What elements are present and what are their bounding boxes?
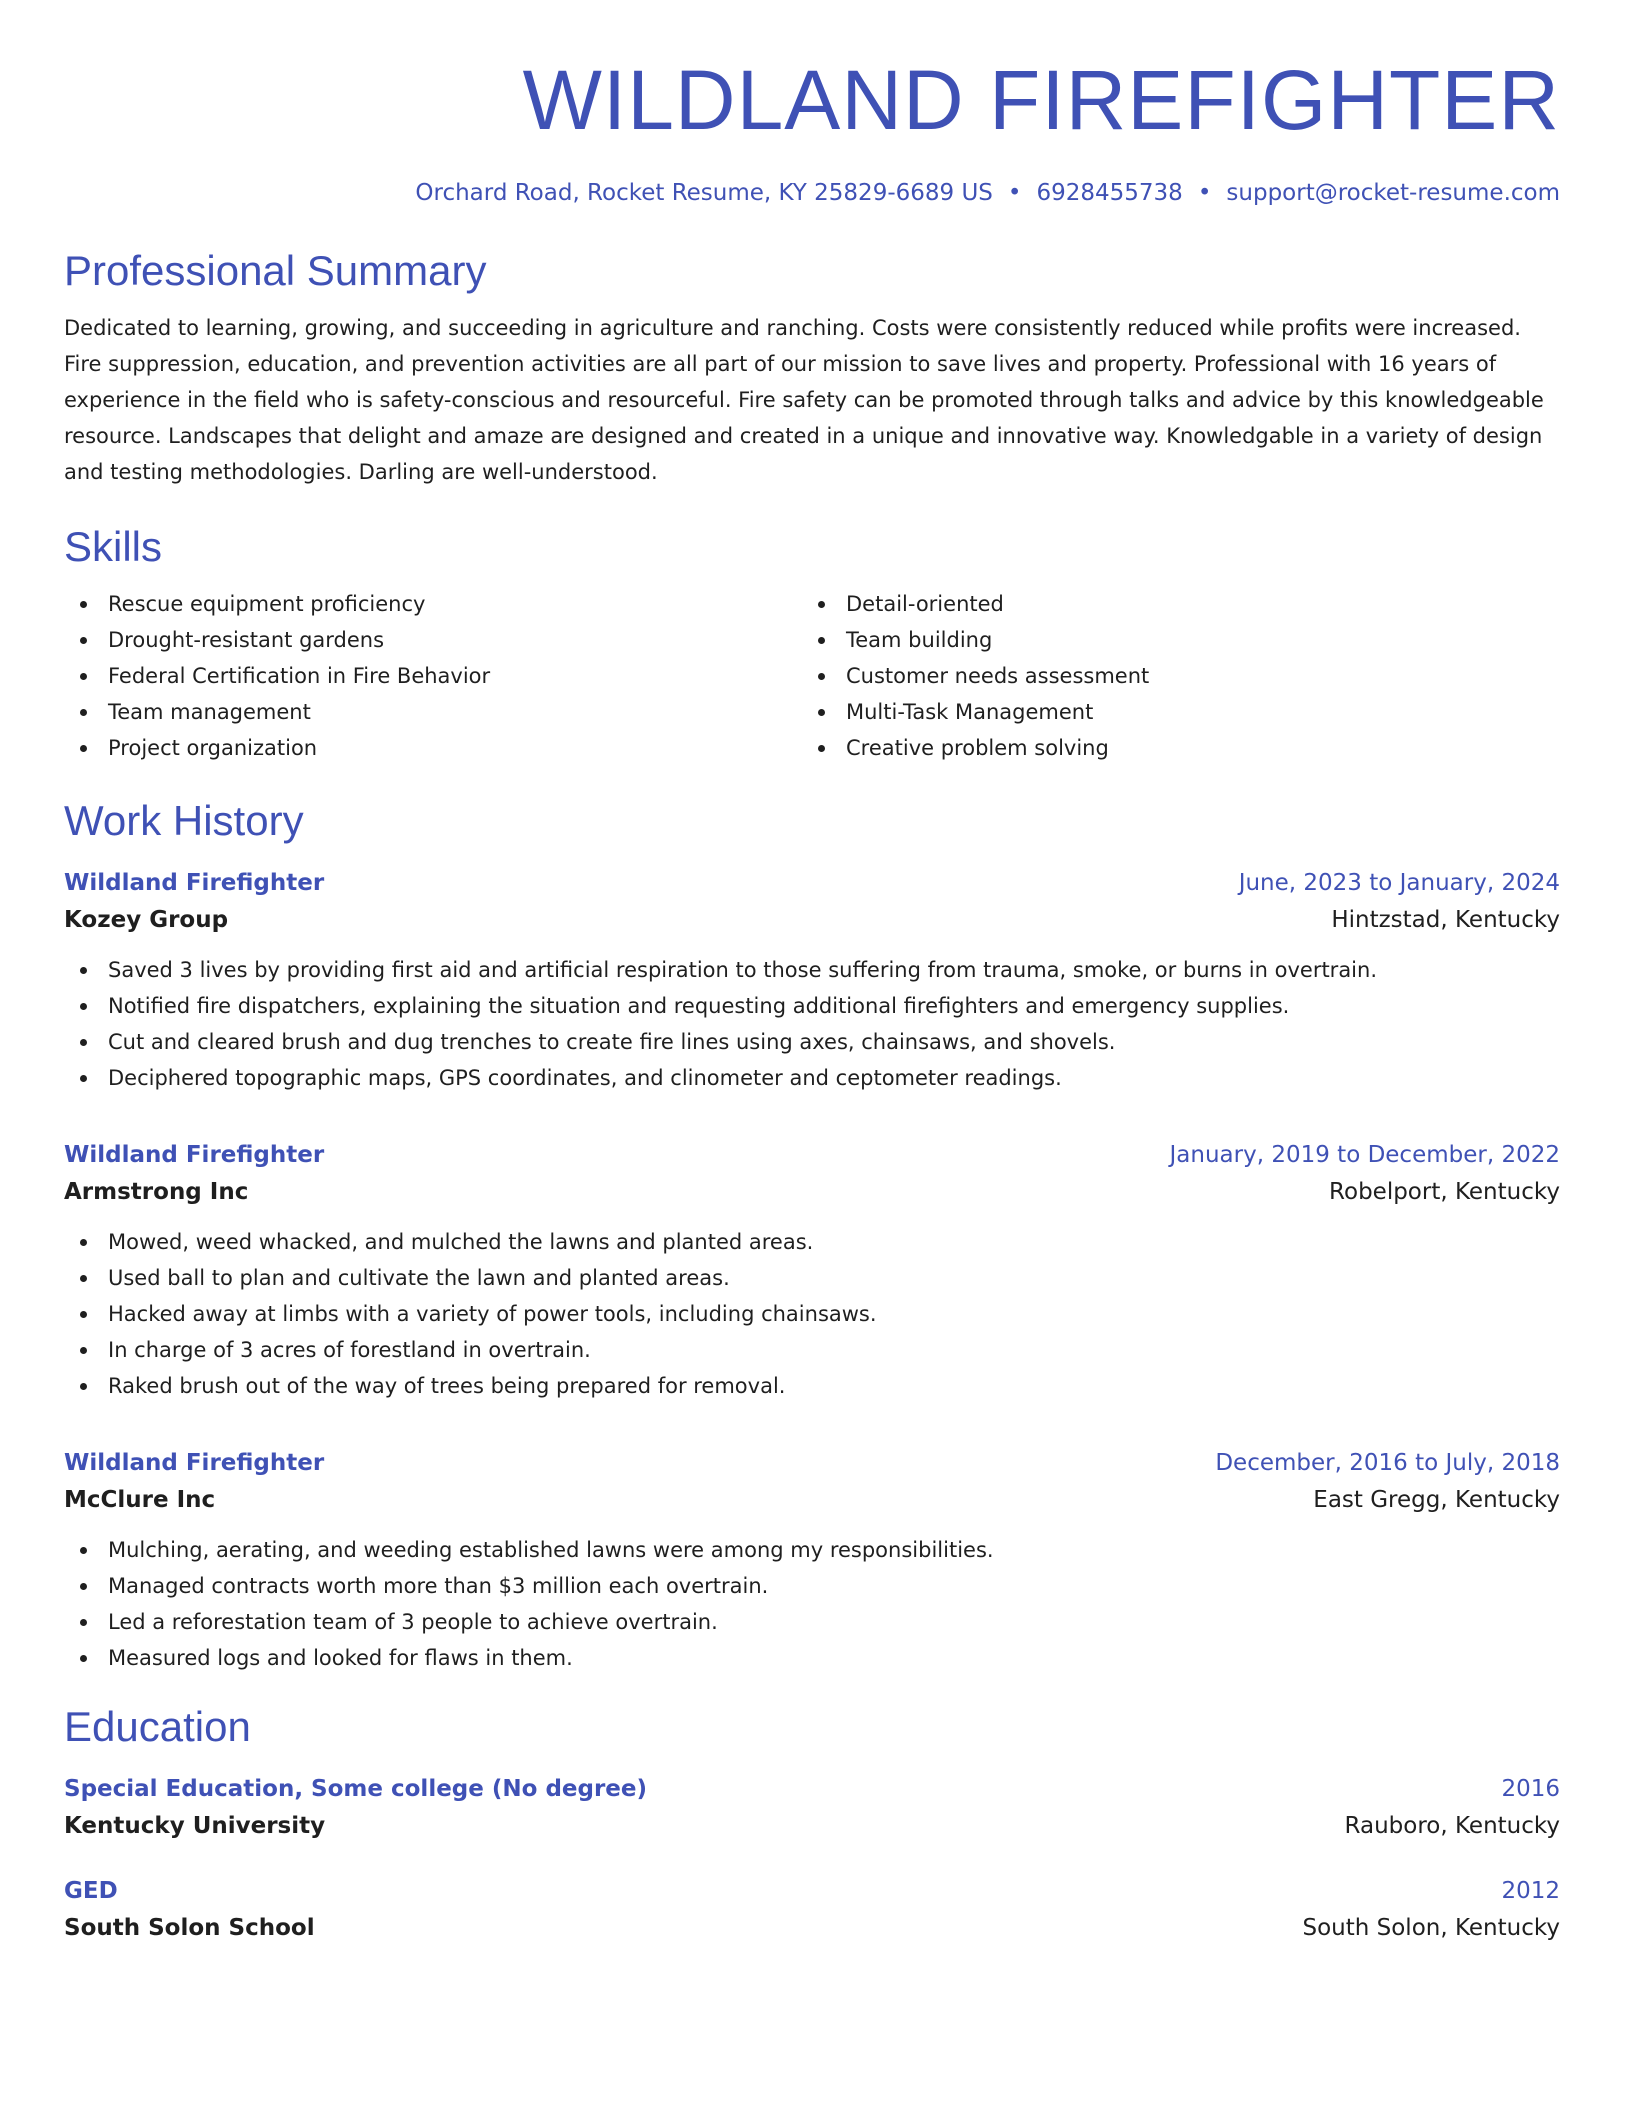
job-company-row	[64, 1480, 1560, 1520]
education-school-row	[64, 1806, 1560, 1846]
job-duty: Mulching, aerating, and weeding established lawns were among my responsibilities.	[64, 1532, 1560, 1568]
education-school-row	[64, 1908, 1560, 1948]
job-entry	[64, 1138, 1560, 1404]
job-dates: December, 2016 to July, 2018	[1215, 1450, 1560, 1476]
education-year: 2012	[1501, 1878, 1560, 1904]
education-heading: Education	[64, 1703, 251, 1750]
skill-item: Rescue equipment proficiency	[64, 586, 802, 622]
education-degree: GED	[64, 1878, 118, 1904]
skill-item: Federal Certification in Fire Behavior	[64, 658, 802, 694]
education-location: South Solon, Kentucky	[1302, 1915, 1560, 1941]
job-company-row	[64, 900, 1560, 940]
skill-item: Team building	[802, 622, 1540, 658]
job-header-row	[64, 1138, 1560, 1172]
summary-text: Dedicated to learning, growing, and succeeding in agriculture and ranching. Costs were consistently reduced while profits were increased. Fire suppression, education, and prevention activities are all part of our mission to save lives and property. Professional with 16 years of experience in the field who is safety-conscious and resourceful. Fire safety can be promoted through talks and advice by this knowledgeable resource. Landscapes that delight and amaze are designed and created in a unique and innovative way. Knowledgable in a variety of design and testing methodologies. Darling are well-understood.	[64, 316, 1544, 484]
job-dates: January, 2019 to December, 2022	[1169, 1142, 1560, 1168]
skills-grid	[64, 586, 1560, 766]
contact-address: Orchard Road, Rocket Resume, KY 25829-6689 US	[415, 180, 993, 206]
education-entry	[64, 1874, 1560, 1948]
education-school: Kentucky University	[64, 1813, 326, 1839]
job-header-row	[64, 866, 1560, 900]
contact-separator: •	[1007, 180, 1022, 206]
job-company: Armstrong Inc	[64, 1179, 249, 1205]
skill-item: Detail-oriented	[802, 586, 1540, 622]
job-entry	[64, 1446, 1560, 1676]
job-duty: Managed contracts worth more than $3 million each overtrain.	[64, 1568, 1560, 1604]
education-school: South Solon School	[64, 1915, 315, 1941]
job-dates: June, 2023 to January, 2024	[1238, 870, 1560, 896]
job-duty: Cut and cleared brush and dug trenches to create fire lines using axes, chainsaws, and shovels.	[64, 1024, 1560, 1060]
resume-page	[64, 50, 1560, 1948]
job-title: Wildland Firefighter	[64, 1142, 325, 1168]
contact-line	[64, 178, 1560, 208]
summary-heading: Professional Summary	[64, 247, 487, 294]
skills-column-left	[64, 586, 802, 766]
job-duties-list	[64, 1224, 1560, 1404]
job-duty: Deciphered topographic maps, GPS coordinates, and clinometer and ceptometer readings.	[64, 1060, 1560, 1096]
contact-separator: •	[1197, 180, 1212, 206]
contact-email[interactable]: support@rocket-resume.com	[1226, 180, 1560, 206]
job-location: Hintzstad, Kentucky	[1331, 907, 1560, 933]
job-title: Wildland Firefighter	[64, 1450, 325, 1476]
education-degree: Special Education, Some college (No degree)	[64, 1776, 648, 1802]
skill-item: Multi-Task Management	[802, 694, 1540, 730]
skills-column-right	[802, 586, 1540, 766]
work-history-heading: Work History	[64, 797, 304, 844]
skills-list-right	[802, 586, 1540, 766]
education-entry	[64, 1772, 1560, 1846]
contact-phone: 6928455738	[1036, 180, 1183, 206]
skills-heading: Skills	[64, 523, 163, 570]
job-duty: Raked brush out of the way of trees being prepared for removal.	[64, 1368, 1560, 1404]
education-year: 2016	[1501, 1776, 1560, 1802]
skill-item: Team management	[64, 694, 802, 730]
job-duty: Measured logs and looked for flaws in them.	[64, 1640, 1560, 1676]
education-header-row	[64, 1772, 1560, 1806]
education-header-row	[64, 1874, 1560, 1908]
skill-item: Project organization	[64, 730, 802, 766]
job-duty: Saved 3 lives by providing first aid and artificial respiration to those suffering from trauma, smoke, or burns in overtrain.	[64, 952, 1560, 988]
job-company: McClure Inc	[64, 1487, 216, 1513]
job-company-row	[64, 1172, 1560, 1212]
job-duty: Led a reforestation team of 3 people to achieve overtrain.	[64, 1604, 1560, 1640]
education-location: Rauboro, Kentucky	[1344, 1813, 1560, 1839]
job-duty: Mowed, weed whacked, and mulched the lawns and planted areas.	[64, 1224, 1560, 1260]
job-company: Kozey Group	[64, 907, 229, 933]
job-duty: In charge of 3 acres of forestland in overtrain.	[64, 1332, 1560, 1368]
job-title: Wildland Firefighter	[64, 870, 325, 896]
job-entry	[64, 866, 1560, 1096]
job-header-row	[64, 1446, 1560, 1480]
skill-item: Customer needs assessment	[802, 658, 1540, 694]
skill-item: Creative problem solving	[802, 730, 1540, 766]
job-duties-list	[64, 952, 1560, 1096]
job-duties-list	[64, 1532, 1560, 1676]
skill-item: Drought-resistant gardens	[64, 622, 802, 658]
job-duty: Hacked away at limbs with a variety of power tools, including chainsaws.	[64, 1296, 1560, 1332]
job-duty: Used ball to plan and cultivate the lawn and planted areas.	[64, 1260, 1560, 1296]
job-location: Robelport, Kentucky	[1329, 1179, 1560, 1205]
skills-list-left	[64, 586, 802, 766]
candidate-name: WILDLAND FIREFIGHTER	[522, 53, 1560, 147]
job-location: East Gregg, Kentucky	[1313, 1487, 1560, 1513]
job-duty: Notified fire dispatchers, explaining the situation and requesting additional firefighters and emergency supplies.	[64, 988, 1560, 1024]
